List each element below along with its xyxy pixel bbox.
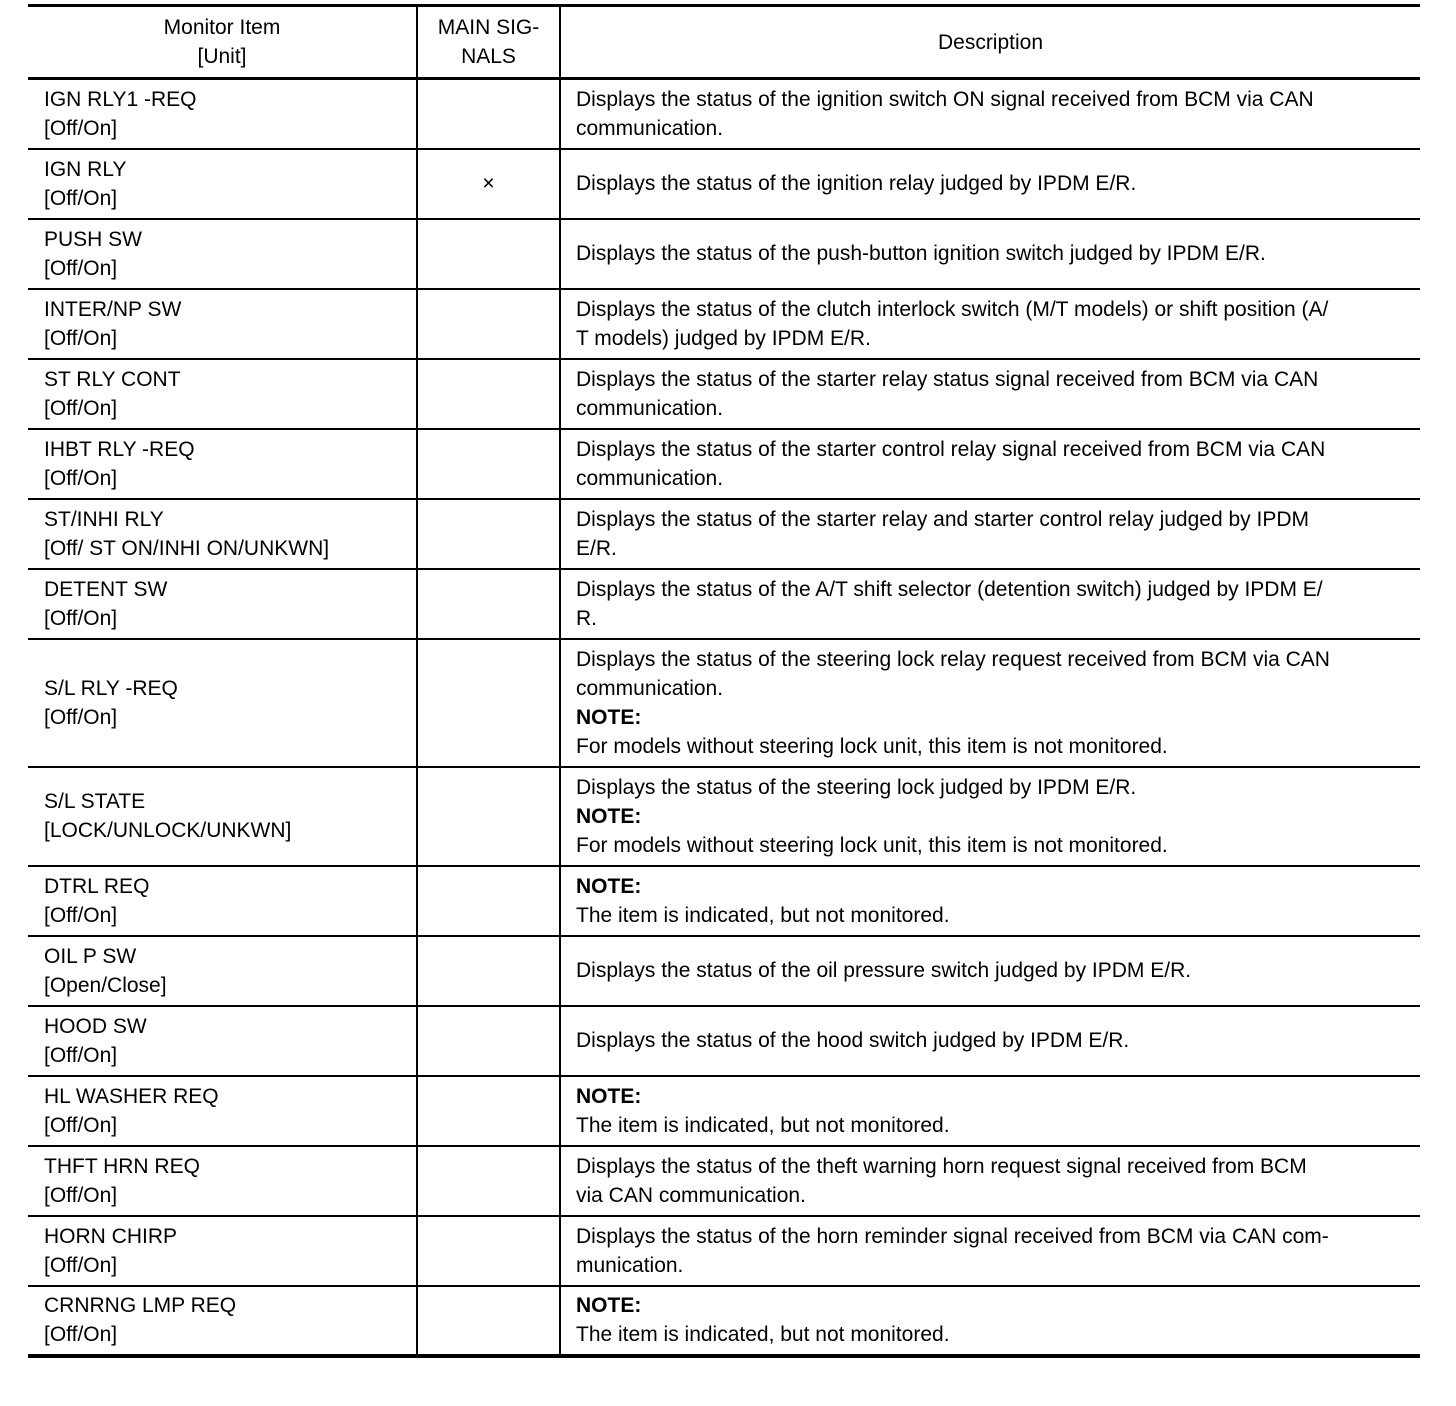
note-label: NOTE: [576, 705, 642, 729]
note-text: The item is indicated, but not monitored. [576, 1323, 950, 1346]
note-label: NOTE: [576, 1294, 642, 1317]
header-main-signals: MAIN SIG- NALS [417, 6, 560, 79]
main-signal-cell [417, 569, 560, 639]
main-signal-mark: × [417, 149, 560, 219]
note-label: NOTE: [576, 874, 642, 898]
main-signal-cell [417, 359, 560, 429]
monitor-item-name: CRNRNG LMP REQ [44, 1294, 237, 1317]
table-row [28, 1216, 1420, 1286]
table-row [28, 767, 1420, 866]
table-row [28, 149, 1420, 219]
description-cell: Displays the status of the push-button ignition switch judged by IPDM E/R. [576, 242, 1266, 265]
note-text: The item is indicated, but not monitored. [576, 903, 950, 927]
monitor-item-unit: [Off/On] [44, 705, 118, 729]
monitor-item-unit: [Off/On] [44, 186, 118, 210]
table-row [28, 639, 1420, 767]
table-row [28, 289, 1420, 359]
monitor-item-name: HORN CHIRP [44, 1224, 178, 1248]
monitor-item-cell [28, 639, 417, 767]
main-signal-cell [417, 1076, 560, 1146]
monitor-item-name: PUSH SW [44, 227, 143, 251]
monitor-item-cell [28, 569, 417, 639]
description-cell: Displays the status of the clutch interlock switch (M/T models) or shift position (A/ T models) judged by IPDM E/R. [576, 297, 1329, 350]
monitor-item-unit: [Off/On] [44, 1253, 118, 1277]
monitor-item-unit: [Off/On] [44, 606, 118, 630]
monitor-item-name: DTRL REQ [44, 874, 150, 898]
description-cell: Displays the status of the steering lock judged by IPDM E/R. NOTE: For models without steering lock unit, this item is not monitored. [560, 767, 1420, 866]
monitor-item-name: IGN RLY1 -REQ [44, 87, 197, 111]
table-row [28, 569, 1420, 639]
monitor-item-name: IGN RLY [44, 157, 127, 181]
monitor-item-cell [28, 359, 417, 429]
monitor-item-cell [28, 767, 417, 866]
monitor-item-unit: [Off/On] [44, 1043, 118, 1067]
description-cell: Displays the status of the starter control relay signal received from BCM via CAN communication. [576, 437, 1326, 490]
monitor-item-name: HOOD SW [44, 1014, 147, 1038]
description-cell: Displays the status of the steering lock relay request received from BCM via CAN communication. NOTE: For models without steering lock unit, this item is not monitored. [560, 639, 1420, 767]
monitor-item-name: OIL P SW [44, 944, 137, 968]
monitor-item-unit: [Off/On] [44, 903, 118, 927]
monitor-item-cell [28, 1216, 417, 1286]
description-cell [560, 1076, 1420, 1146]
monitor-item-name: INTER/NP SW [44, 297, 182, 321]
description-cell [560, 866, 1420, 936]
table-row [28, 1076, 1420, 1146]
description-cell: Displays the status of the oil pressure switch judged by IPDM E/R. [576, 959, 1192, 982]
monitor-item-cell [28, 289, 417, 359]
monitor-item-unit: [Off/On] [44, 256, 118, 280]
main-signal-cell [417, 1006, 560, 1076]
table-row [28, 866, 1420, 936]
main-signal-cell [417, 936, 560, 1006]
description-cell: Displays the status of the horn reminder signal received from BCM via CAN com- munication. [576, 1224, 1329, 1277]
monitor-item-unit: [LOCK/UNLOCK/UNKWN] [44, 819, 292, 842]
main-signal-cell [417, 219, 560, 289]
monitor-item-unit: [Off/On] [44, 1323, 118, 1346]
monitor-item-name: IHBT RLY -REQ [44, 437, 195, 461]
table-row [28, 1146, 1420, 1216]
note-label: NOTE: [576, 804, 642, 828]
description-cell: Displays the status of the starter relay and starter control relay judged by IPDM E/R. [576, 507, 1310, 560]
main-signal-cell [417, 1286, 560, 1356]
description-cell: Displays the status of the A/T shift selector (detention switch) judged by IPDM E/ R. [576, 577, 1323, 630]
monitor-item-name: ST/INHI RLY [44, 507, 164, 531]
table-row [28, 219, 1420, 289]
main-signal-cell [417, 639, 560, 767]
main-signal-cell [417, 866, 560, 936]
description-cell: Displays the status of the ignition switch ON signal received from BCM via CAN communication. [576, 87, 1314, 140]
note-text: For models without steering lock unit, this item is not monitored. [576, 734, 1168, 758]
description-cell: Displays the status of the hood switch judged by IPDM E/R. [576, 1029, 1130, 1052]
main-signal-cell [417, 1216, 560, 1286]
monitor-item-unit: [Open/Close] [44, 973, 167, 997]
monitor-item-cell [28, 429, 417, 499]
monitor-item-name: HL WASHER REQ [44, 1084, 219, 1108]
monitor-item-cell [28, 499, 417, 569]
description-cell [560, 1286, 1420, 1356]
monitor-item-unit: [Off/On] [44, 1183, 118, 1207]
note-text: The item is indicated, but not monitored. [576, 1113, 950, 1137]
table-row [28, 499, 1420, 569]
monitor-item-cell [28, 1146, 417, 1216]
main-signal-cell [417, 429, 560, 499]
description-cell: Displays the status of the theft warning horn request signal received from BCM via CAN communication. [576, 1154, 1307, 1207]
main-signal-cell [417, 79, 560, 149]
table-row [28, 936, 1420, 1006]
table-row [28, 79, 1420, 149]
monitor-item-name: DETENT SW [44, 577, 168, 601]
main-signal-cell [417, 767, 560, 866]
monitor-item-unit: [Off/On] [44, 1113, 118, 1137]
table-header-row [28, 6, 1420, 79]
note-text: For models without steering lock unit, this item is not monitored. [576, 833, 1168, 857]
monitor-item-cell [28, 936, 417, 1006]
table-row [28, 1286, 1420, 1356]
note-label: NOTE: [576, 1084, 642, 1108]
monitor-item-cell [28, 219, 417, 289]
monitor-item-table-page [28, 4, 1420, 1358]
table-row [28, 1006, 1420, 1076]
monitor-item-cell [28, 866, 417, 936]
monitor-item-cell [28, 79, 417, 149]
monitor-item-name: S/L STATE [44, 790, 146, 813]
description-cell: Displays the status of the ignition relay judged by IPDM E/R. [576, 172, 1137, 195]
table-row [28, 359, 1420, 429]
monitor-item-name: S/L RLY -REQ [44, 676, 178, 700]
main-signal-cell [417, 289, 560, 359]
main-signal-cell [417, 499, 560, 569]
monitor-item-table [28, 4, 1420, 1358]
monitor-item-cell [28, 1286, 417, 1356]
monitor-item-unit: [Off/ ST ON/INHI ON/UNKWN] [44, 536, 330, 560]
monitor-item-unit: [Off/On] [44, 466, 118, 490]
monitor-item-unit: [Off/On] [44, 396, 118, 420]
monitor-item-name: ST RLY CONT [44, 367, 181, 391]
monitor-item-name: THFT HRN REQ [44, 1154, 200, 1178]
main-signal-cell [417, 1146, 560, 1216]
monitor-item-cell [28, 1076, 417, 1146]
header-description: Description [937, 30, 1044, 54]
table-row [28, 429, 1420, 499]
header-monitor-item: Monitor Item [Unit] [28, 6, 417, 79]
monitor-item-unit: [Off/On] [44, 116, 118, 140]
monitor-item-unit: [Off/On] [44, 326, 118, 350]
monitor-item-cell [28, 149, 417, 219]
description-cell: Displays the status of the starter relay status signal received from BCM via CAN communication. [576, 367, 1319, 420]
monitor-item-cell [28, 1006, 417, 1076]
